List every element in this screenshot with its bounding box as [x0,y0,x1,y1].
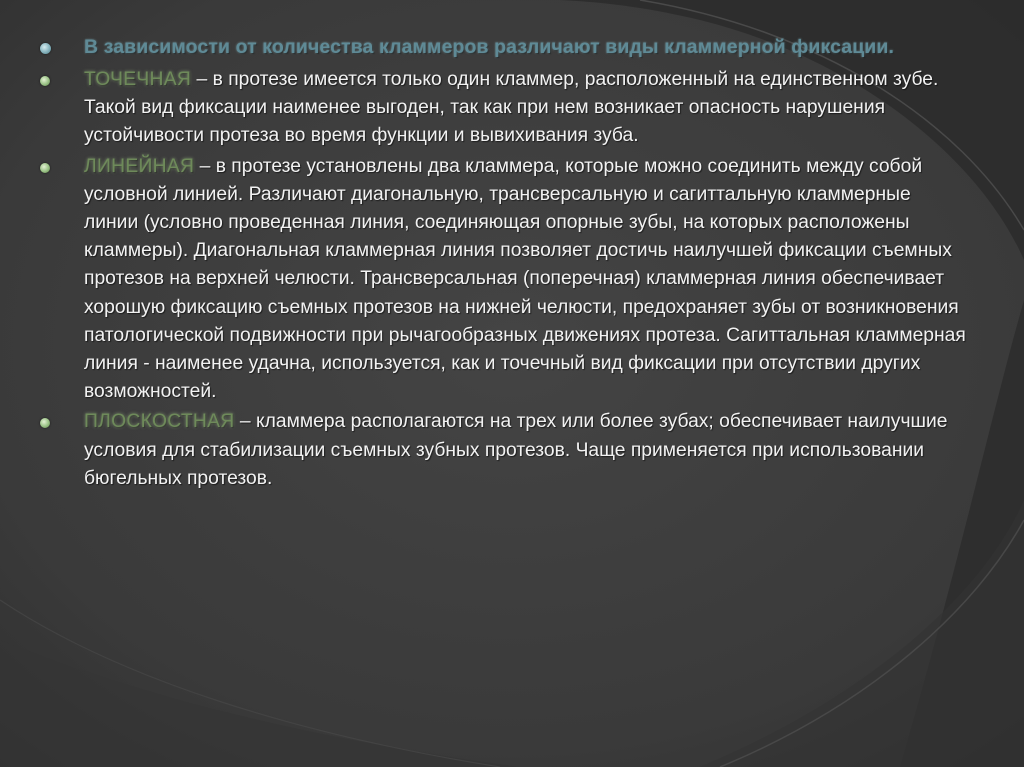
slide-content [40,34,970,495]
bullet-icon [40,43,51,54]
item-paragraph [84,153,970,407]
list-item [40,153,970,407]
item-description: – кламмера располагаются на трех или более зубах; обеспечивает наилучшие условия для стабилизации съемных зубных протезов. Чаще применяется при использовании бюгельных протезов. [84,411,948,489]
item-term: ПЛОСКОСТНАЯ [84,411,235,433]
bullet-icon [40,163,50,173]
bullet-icon [40,76,50,86]
item-description: – в протезе установлены два кламмера, которые можно соединить между собой условной линией. Различают диагональную, трансверсальную и сагиттальную кламмерные линии (условно проведенная линия, соединяющая опорные зубы, на которых расположены кламмеры). Диагональная кламмерная линия позволяет достичь наилучшей фиксации съемных протезов на верхней челюсти. Трансверсальная (поперечная) кламмерная линия обеспечивает хорошую фиксацию съемных протезов на нижней челюсти, предохраняет зубы от возникновения патологической подвижности при рычагообразных движениях протеза. Сагиттальная кламмерная линия - наименее удачна, используется, как и точечный вид фиксации при отсутствии других возможностей. [84,155,966,403]
item-term: ЛИНЕЙНАЯ [84,155,195,177]
list-item-heading [40,34,970,60]
item-description: – в протезе имеется только один кламмер, расположенный на единственном зубе. Такой вид фиксации наименее выгоден, так как при нем возникает опасность нарушения устойчивости протеза во время функции и вывихивания зуба. [84,69,939,147]
item-paragraph [84,66,970,151]
item-term: ТОЧЕЧНАЯ [84,69,192,90]
bullet-icon [40,418,50,428]
slide-heading: В зависимости от количества кламмеров различают виды кламмерной фиксации. [84,36,894,58]
list-item [40,408,970,493]
list-item [40,66,970,151]
item-paragraph [84,408,970,493]
